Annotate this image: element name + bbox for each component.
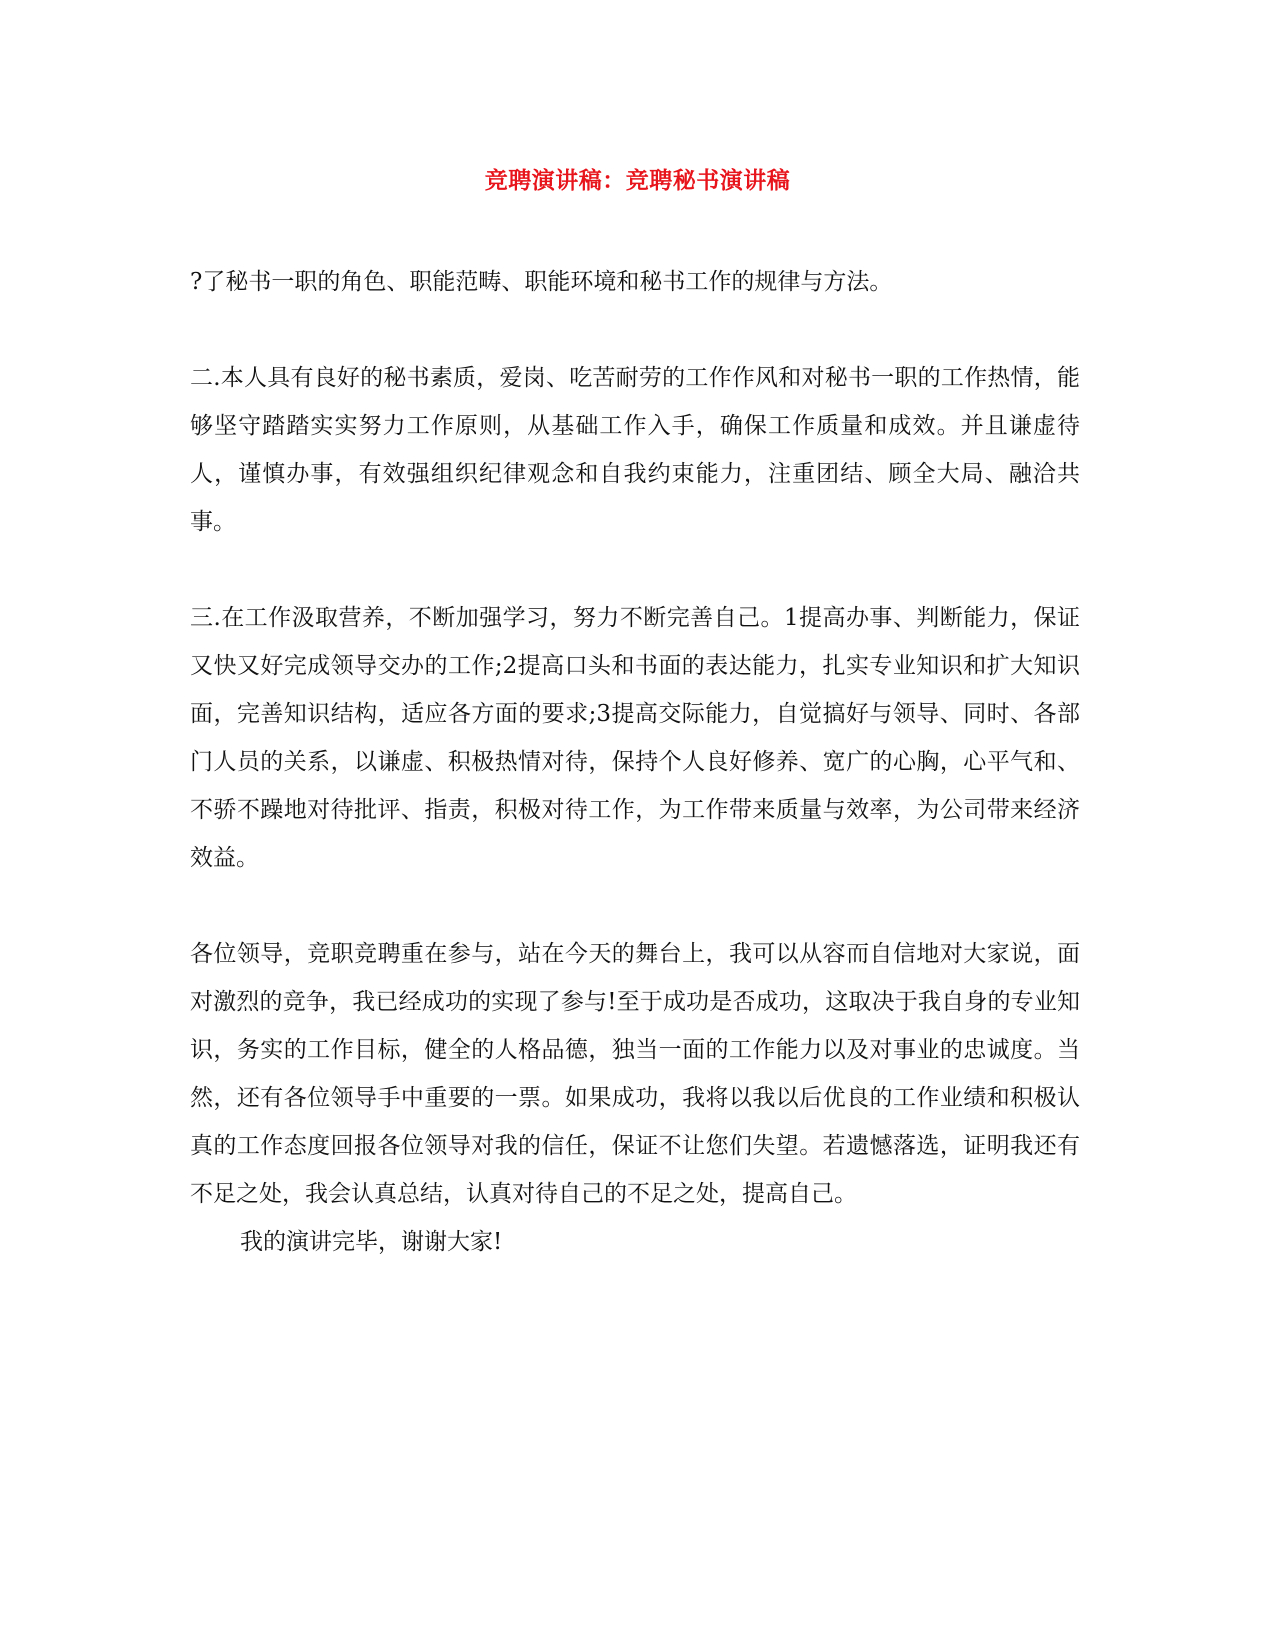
paragraph-intro: ?了秘书一职的角色、职能范畴、职能环境和秘书工作的规律与方法。 xyxy=(190,269,893,295)
document-body xyxy=(190,258,1080,1266)
paragraph-section-two: 二.本人具有良好的秘书素质，爱岗、吃苦耐劳的工作作风和对秘书一职的工作热情，能够坚守踏踏实实努力工作原则，从基础工作入手，确保工作质量和成效。并且谦虚待人，谨慎办事，有效强组织纪律观念和自我约束能力，注重团结、顾全大局、融洽共事。 xyxy=(190,365,1080,535)
paragraph-section-three: 三.在工作汲取营养，不断加强学习，努力不断完善自己。1提高办事、判断能力，保证又快又好完成领导交办的工作;2提高口头和书面的表达能力，扎实专业知识和扩大知识面，完善知识结构，适应各方面的要求;3提高交际能力，自觉搞好与领导、同时、各部门人员的关系，以谦虚、积极热情对待，保持个人良好修养、宽广的心胸，心平气和、不骄不躁地对待批评、指责，积极对待工作，为工作带来质量与效率，为公司带来经济效益。 xyxy=(190,605,1080,871)
document-title: 竞聘演讲稿：竞聘秘书演讲稿 xyxy=(484,167,791,194)
closing-line: 我的演讲完毕，谢谢大家! xyxy=(240,1229,503,1255)
paragraph-conclusion: 各位领导，竞职竞聘重在参与，站在今天的舞台上，我可以从容而自信地对大家说，面对激烈的竞争，我已经成功的实现了参与!至于成功是否成功，这取决于我自身的专业知识，务实的工作目标，健全的人格品德，独当一面的工作能力以及对事业的忠诚度。当然，还有各位领导手中重要的一票。如果成功，我将以我以后优良的工作业绩和积极认真的工作态度回报各位领导对我的信任，保证不让您们失望。若遗憾落选，证明我还有不足之处，我会认真总结，认真对待自己的不足之处，提高自己。 xyxy=(190,941,1080,1207)
